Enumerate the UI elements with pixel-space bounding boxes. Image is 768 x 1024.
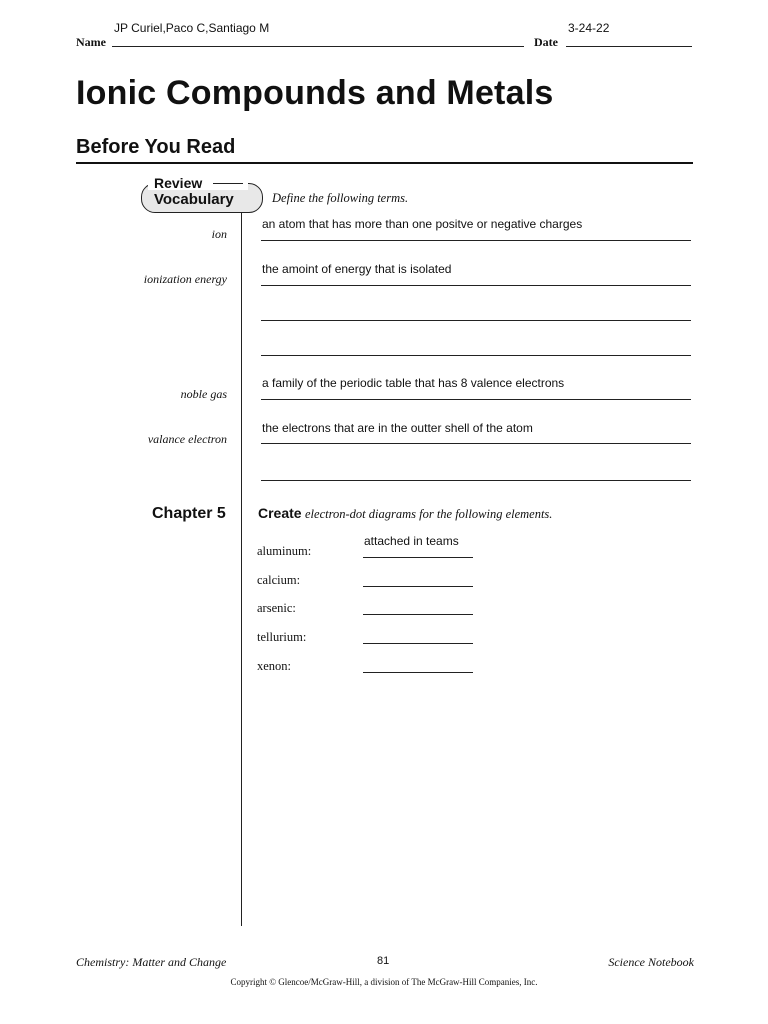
element-aluminum: aluminum:	[257, 544, 312, 558]
element-arsenic: arsenic:	[257, 601, 296, 615]
badge-vocabulary-label: Vocabulary	[154, 191, 234, 208]
vertical-divider	[241, 213, 242, 926]
definition-ion[interactable]: an atom that has more than one positve or negative charges	[262, 217, 583, 231]
name-label: Name	[76, 35, 106, 49]
answer-line-3[interactable]	[261, 320, 691, 321]
create-keyword: Create	[258, 505, 302, 521]
answer-line-2[interactable]	[261, 285, 691, 286]
name-line[interactable]	[112, 46, 524, 47]
element-tellurium: tellurium:	[257, 630, 307, 644]
date-line[interactable]	[566, 46, 692, 47]
date-value: 3-24-22	[568, 21, 610, 35]
footer-book-title: Chemistry: Matter and Change	[76, 955, 227, 969]
electron-dot-note[interactable]: attached in teams	[364, 534, 459, 548]
answer-line-6[interactable]	[261, 443, 691, 444]
term-noble-gas: noble gas	[180, 387, 227, 401]
page-title: Ionic Compounds and Metals	[76, 74, 554, 112]
date-label: Date	[534, 35, 558, 49]
element-line-aluminum[interactable]	[363, 557, 473, 558]
element-xenon: xenon:	[257, 659, 292, 673]
chapter-label: Chapter 5	[152, 505, 226, 522]
page-number: 81	[377, 955, 390, 967]
badge-review-label: Review	[154, 175, 203, 191]
instruction-text: Define the following terms.	[272, 191, 409, 205]
element-calcium: calcium:	[257, 573, 301, 587]
name-value: JP Curiel,Paco C,Santiago M	[114, 21, 270, 35]
answer-line-1[interactable]	[261, 240, 691, 241]
answer-line-5[interactable]	[261, 399, 691, 400]
definition-valance-electron[interactable]: the electrons that are in the outter shell of the atom	[262, 421, 533, 435]
element-line-arsenic[interactable]	[363, 614, 473, 615]
answer-line-7[interactable]	[261, 480, 691, 481]
element-line-calcium[interactable]	[363, 586, 473, 587]
answer-line-4[interactable]	[261, 355, 691, 356]
term-valance-electron: valance electron	[147, 432, 227, 446]
copyright: Copyright © Glencoe/McGraw-Hill, a division of The McGraw-Hill Companies, Inc.	[230, 977, 538, 987]
definition-noble-gas[interactable]: a family of the periodic table that has 8 valence electrons	[262, 376, 565, 390]
footer-notebook-title: Science Notebook	[608, 955, 694, 969]
create-instruction: electron-dot diagrams for the following elements.	[305, 507, 553, 521]
badge-top-line	[213, 183, 243, 184]
element-line-tellurium[interactable]	[363, 643, 473, 644]
section-heading: Before You Read	[76, 136, 236, 158]
term-ionization-energy: ionization energy	[143, 272, 227, 286]
element-line-xenon[interactable]	[363, 672, 473, 673]
definition-ionization-energy[interactable]: the amoint of energy that is isolated	[262, 262, 452, 276]
term-ion: ion	[211, 227, 227, 241]
section-divider	[76, 162, 693, 164]
